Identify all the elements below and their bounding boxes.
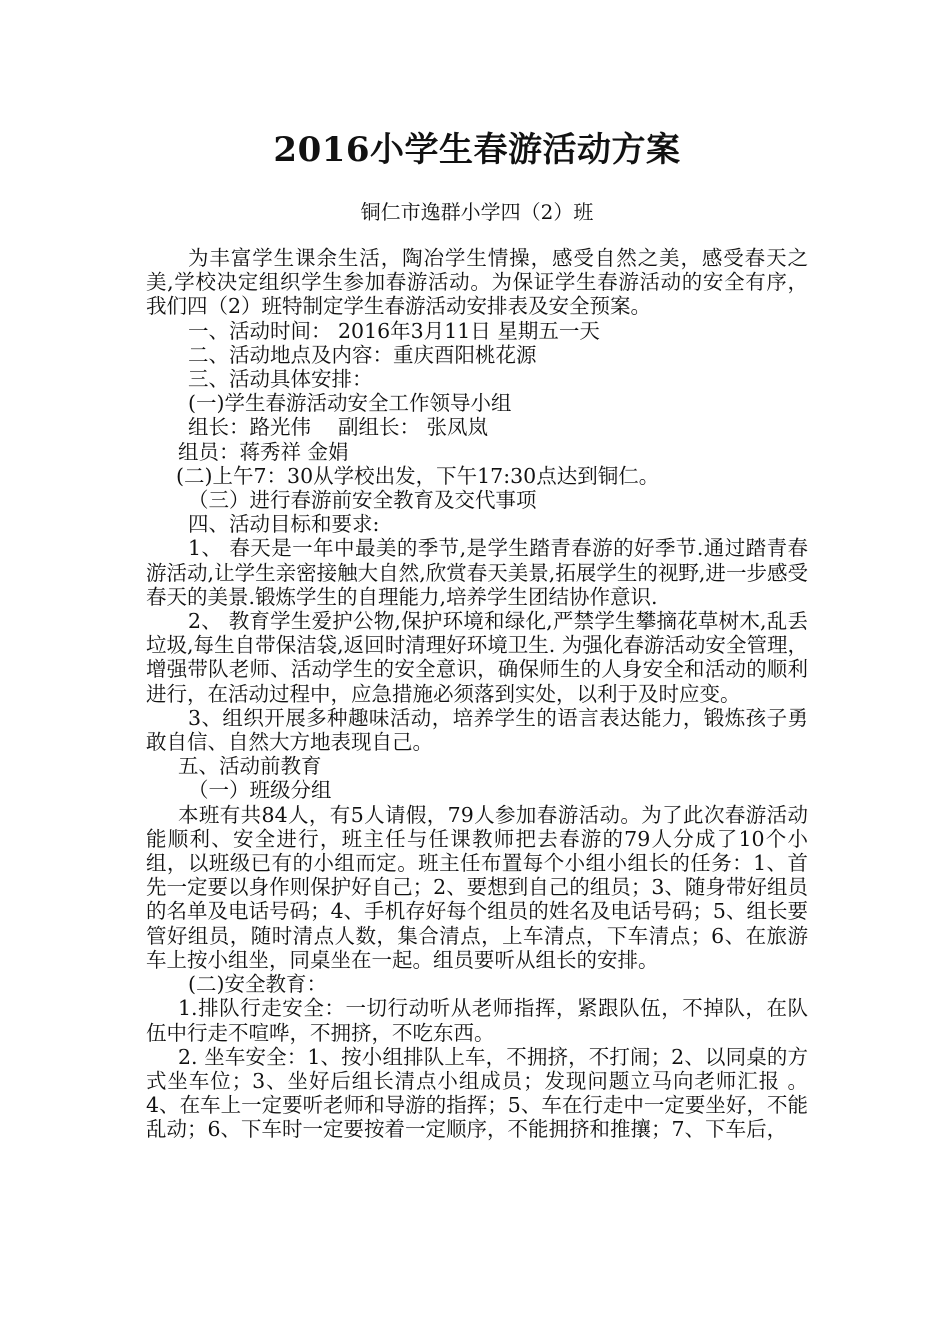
- paragraph-goal-1: 1、 春天是一年中最美的季节,是学生踏青春游的好季节.通过踏青春游活动,让学生亲密接触大自然,欣赏春天美景,拓展学生的视野,进一步感受春天的美景.锻炼学生的自理能力,培养学生团结协作意识.: [146, 536, 808, 609]
- paragraph-goal-3: 3、组织开展多种趣味活动，培养学生的语言表达能力，锻炼孩子勇敢自信、自然大方地表现自己。: [146, 705, 808, 755]
- paragraph-leaders: 组长：路光伟 副组长： 张凤岚: [188, 415, 489, 440]
- paragraph-pre-education: （三）进行春游前安全教育及交代事项: [188, 488, 537, 513]
- paragraph-safety-heading: (二)安全教育：: [188, 972, 327, 997]
- paragraph-schedule: (二)上午7：30从学校出发，下午17:30点达到铜仁。: [176, 463, 660, 488]
- paragraph-leadership-heading: (一)学生春游活动安全工作领导小组: [188, 391, 512, 416]
- paragraph-grouping: 本班有共84人，有5人请假，79人参加春游活动。为了此次春游活动能顺利、安全进行，班主任与任课教师把去春游的79人分成了10个小组，以班级已有的小组而定。班主任布置每个小组小组长的任务：1、首先一定要以身作则保护好自己；2、要想到自己的组员；3、随身带好组员的名单及电话号码；4、手机存好每个组员的姓名及电话号码；5、组长要管好组员，随时清点人数，集合清点，上车清点，下车清点；6、在旅游车上按小组坐，同桌坐在一起。组员要听从组长的安排。: [146, 802, 808, 972]
- paragraph-bus-safety: 2. 坐车安全：1、按小组排队上车，不拥挤，不打闹；2、以同桌的方式坐车位；3、坐好后组长清点小组成员；发现问题立马向老师汇报 。4、在车上一定要听老师和导游的指挥；5、车在行走中一定要坐好，不能乱动；6、下车时一定要按着一定顺序，不能拥挤和推攘；7、下车后，: [146, 1044, 808, 1142]
- document-subtitle: 铜仁市逸群小学四（2）班: [360, 200, 594, 224]
- paragraph-goals-heading: 四、活动目标和要求:: [188, 512, 380, 537]
- document-body: [146, 246, 808, 1142]
- paragraph-walking-safety: 1.排队行走安全：一切行动听从老师指挥，紧跟队伍，不掉队，在队伍中行走不喧哗，不拥挤，不吃东西。: [146, 996, 808, 1045]
- paragraph-education-heading: 五、活动前教育: [178, 754, 322, 779]
- paragraph-time: 一、活动时间： 2016年3月11日 星期五一天: [188, 318, 600, 343]
- paragraph-arrangement-heading: 三、活动具体安排：: [188, 367, 373, 392]
- paragraph-goal-2: 2、 教育学生爱护公物,保护环境和绿化,严禁学生攀摘花草树木,乱丢垃圾,每生自带保洁袋,返回时清理好环境卫生. 为强化春游活动安全管理，增强带队老师、活动学生的安全意识，确保师生的人身安全和活动的顺利进行，在活动过程中，应急措施必须落到实处，以利于及时应变。: [146, 609, 808, 706]
- paragraph-location: 二、活动地点及内容：重庆酉阳桃花源: [188, 342, 537, 367]
- paragraph-intro: 为丰富学生课余生活，陶冶学生情操，感受自然之美，感受春天之美,学校决定组织学生参加春游活动。为保证学生春游活动的安全有序，我们四（2）班特制定学生春游活动安排表及安全预案。: [146, 246, 808, 319]
- paragraph-members: 组员：蒋秀祥 金娟: [178, 439, 349, 464]
- paragraph-grouping-heading: （一）班级分组: [188, 778, 332, 803]
- document-title: 2016小学生春游活动方案: [273, 130, 681, 170]
